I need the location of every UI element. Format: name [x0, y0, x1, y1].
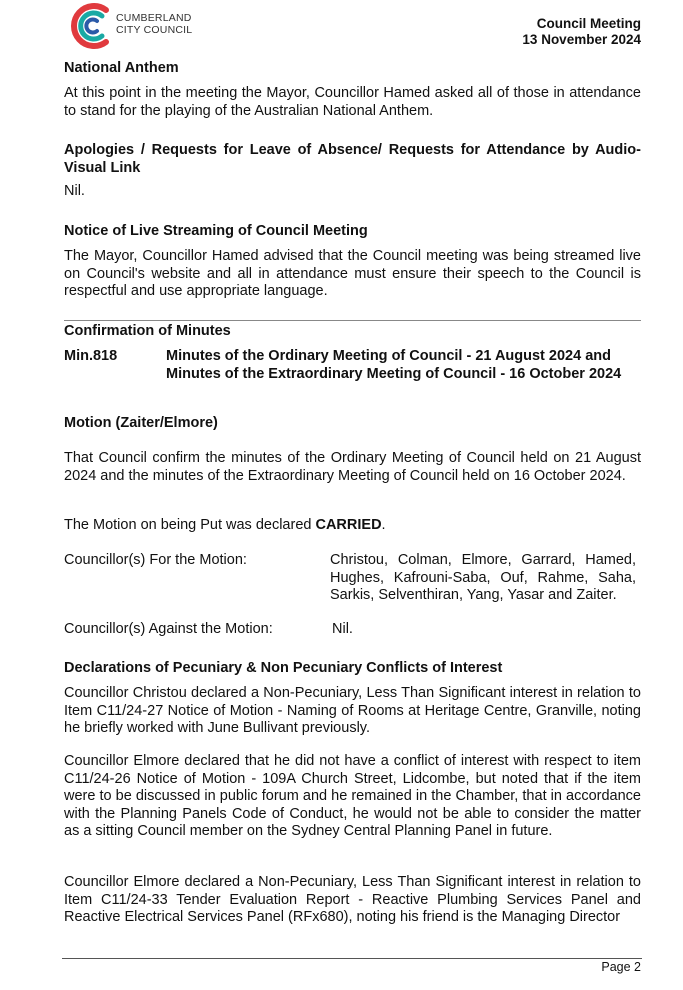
- meeting-header: [522, 16, 641, 48]
- apologies-body: Nil.: [64, 183, 85, 199]
- meeting-date: 13 November 2024: [522, 32, 641, 47]
- vote-for-label: Councillor(s) For the Motion:: [64, 552, 247, 568]
- vote-for-list: Christou, Colman, Elmore, Garrard, Hamed, Hughes, Kafrouni-Saba, Ouf, Rahme, Saha, Sarkis, Selventhiran, Yang, Yasar and Zaiter.: [330, 552, 636, 603]
- page-number: Page 2: [601, 960, 641, 974]
- section-divider: [64, 320, 641, 321]
- minute-number: Min.818: [64, 348, 118, 364]
- motion-body: That Council confirm the minutes of the Ordinary Meeting of Council held on 21 August 2024 and the minutes of the Extraordinary Meeting of Council held on 16 October 2024.: [64, 450, 641, 484]
- meeting-title: Council Meeting: [536, 16, 641, 31]
- declaration-para-1: Councillor Christou declared a Non-Pecuniary, Less Than Significant interest in relation to Item C11/24-27 Notice of Motion - Naming of Rooms at Heritage Centre, Granville, noting he briefly worked with June Bullivant previously.: [64, 685, 641, 736]
- anthem-body: At this point in the meeting the Mayor, Councillor Hamed asked all of those in attendance to stand for the playing of the Australian National Anthem.: [64, 85, 641, 119]
- apologies-heading: Apologies / Requests for Leave of Absence/ Requests for Attendance by Audio-Visual Link: [64, 142, 641, 176]
- anthem-heading: National Anthem: [64, 60, 179, 76]
- footer-divider: [62, 958, 642, 959]
- vote-against-list: Nil.: [332, 621, 353, 637]
- logo-wordmark: CUMBERLAND CITY COUNCIL: [116, 12, 193, 36]
- vote-against-label: Councillor(s) Against the Motion:: [64, 621, 273, 637]
- council-logo: [64, 0, 204, 52]
- minute-title: Minutes of the Ordinary Meeting of Council - 21 August 2024 and Minutes of the Extraordinary Meeting of Council - 16 October 2024: [166, 348, 622, 382]
- streaming-heading: Notice of Live Streaming of Council Meeting: [64, 223, 368, 239]
- cumberland-logo-icon: [64, 0, 116, 52]
- motion-result: The Motion on being Put was declared CARRIED.: [64, 517, 386, 533]
- declarations-heading: Declarations of Pecuniary & Non Pecuniary Conflicts of Interest: [64, 660, 503, 676]
- result-status: CARRIED: [315, 517, 382, 533]
- motion-heading: Motion (Zaiter/Elmore): [64, 415, 218, 431]
- declaration-para-3: Councillor Elmore declared a Non-Pecuniary, Less Than Significant interest in relation to Item C11/24-33 Tender Evaluation Report - Reactive Plumbing Services Panel and Reactive Electrical Services Panel (RFx680), noting his friend is the Managing Director: [64, 874, 641, 925]
- declaration-para-2: Councillor Elmore declared that he did not have a conflict of interest with respect to item C11/24-26 Notice of Motion - 109A Church Street, Lidcombe, but noted that if the item were to be discussed in public forum and he remained in the Chamber, that in accordance with the Planning Panels Code of Conduct, he would not be able to consider the matter as a sitting Council member on the Sydney Central Planning Panel in future.: [64, 753, 641, 839]
- minutes-heading: Confirmation of Minutes: [64, 323, 231, 339]
- streaming-body: The Mayor, Councillor Hamed advised that the Council meeting was being streamed live on Council's website and all in attendance must ensure their speech to the Council is respectful and use appropriate language.: [64, 248, 641, 299]
